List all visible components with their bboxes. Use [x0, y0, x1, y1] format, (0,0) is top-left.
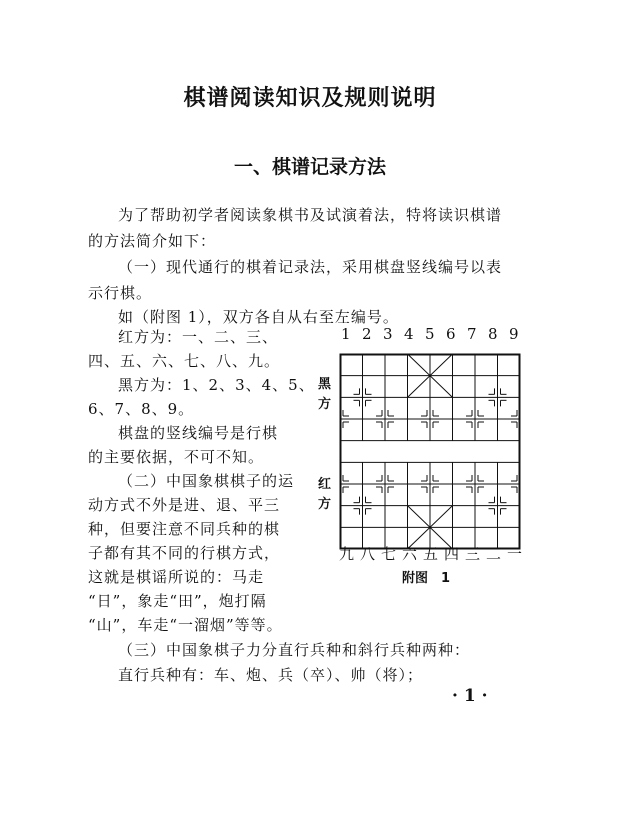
item2-line-1: （二）中国象棋棋子的运 [118, 472, 295, 490]
item2-line-4: 子都有其不同的行棋方式， [88, 544, 281, 562]
item1-line-1: （一）现代通行的棋着记录法，采用棋盘竖线编号以表 [118, 258, 503, 276]
intro-line-2: 的方法简介如下： [88, 232, 217, 250]
file-chinese-9: 九 [339, 545, 356, 563]
section-heading: 一、棋谱记录方法 [233, 156, 386, 178]
item2-line-3: 种，但要注意不同兵种的棋 [88, 520, 281, 538]
black-side-label-2: 方 [318, 397, 332, 412]
item2-line-2: 动方式不外是进、退、平三 [88, 496, 281, 514]
black-numbering-2: 6、7、8、9。 [88, 400, 195, 418]
file-number-9: 9 [509, 325, 520, 343]
file-chinese-4: 四 [444, 545, 461, 563]
file-number-1: 1 [341, 325, 352, 343]
file-chinese-1: 一 [507, 545, 524, 563]
item2-line-5: 这就是棋谣所说的：马走 [88, 568, 265, 586]
file-chinese-3: 三 [465, 545, 482, 563]
item1-line-2: 示行棋。 [88, 284, 153, 302]
chessboard-diagram [340, 354, 520, 550]
file-chinese-2: 二 [486, 545, 503, 563]
black-numbering-1: 黑方为：1、2、3、4、5、 [118, 376, 315, 394]
file-chinese-5: 五 [423, 545, 440, 563]
file-chinese-7: 七 [381, 545, 398, 563]
straight-pieces-line: 直行兵种有：车、炮、兵（卒）、帅（将）； [118, 666, 424, 684]
file-number-6: 6 [446, 325, 457, 343]
black-side-label-1: 黑 [318, 377, 332, 392]
file-number-3: 3 [383, 325, 394, 343]
item2-line-7: “山”，车走“一溜烟”等等。 [88, 616, 283, 634]
item2-line-6: “日”，象走“田”，炮打隔 [88, 592, 267, 610]
figure-caption: 附图 1 [402, 571, 451, 586]
page-number: · 1 · [452, 686, 488, 706]
intro-line-1: 为了帮助初学者阅读象棋书及试演着法，特将读识棋谱 [118, 206, 503, 224]
item3-line: （三）中国象棋子力分直行兵种和斜行兵种两种： [118, 641, 471, 659]
figure-reference: 如（附图 1），双方各自从右至左编号。 [118, 308, 399, 326]
red-numbering-1: 红方为：一、二、三、 [118, 328, 279, 346]
file-number-8: 8 [488, 325, 499, 343]
file-number-4: 4 [404, 325, 415, 343]
file-number-5: 5 [425, 325, 436, 343]
basis-line-1: 棋盘的竖线编号是行棋 [118, 424, 279, 442]
page-title: 棋谱阅读知识及规则说明 [183, 86, 437, 111]
file-chinese-8: 八 [360, 545, 377, 563]
file-number-2: 2 [362, 325, 373, 343]
file-chinese-6: 六 [402, 545, 419, 563]
file-number-7: 7 [467, 325, 478, 343]
red-side-label-2: 方 [318, 497, 332, 512]
red-numbering-2: 四、五、六、七、八、九。 [88, 352, 281, 370]
red-side-label-1: 红 [318, 477, 332, 492]
basis-line-2: 的主要依据，不可不知。 [88, 448, 265, 466]
